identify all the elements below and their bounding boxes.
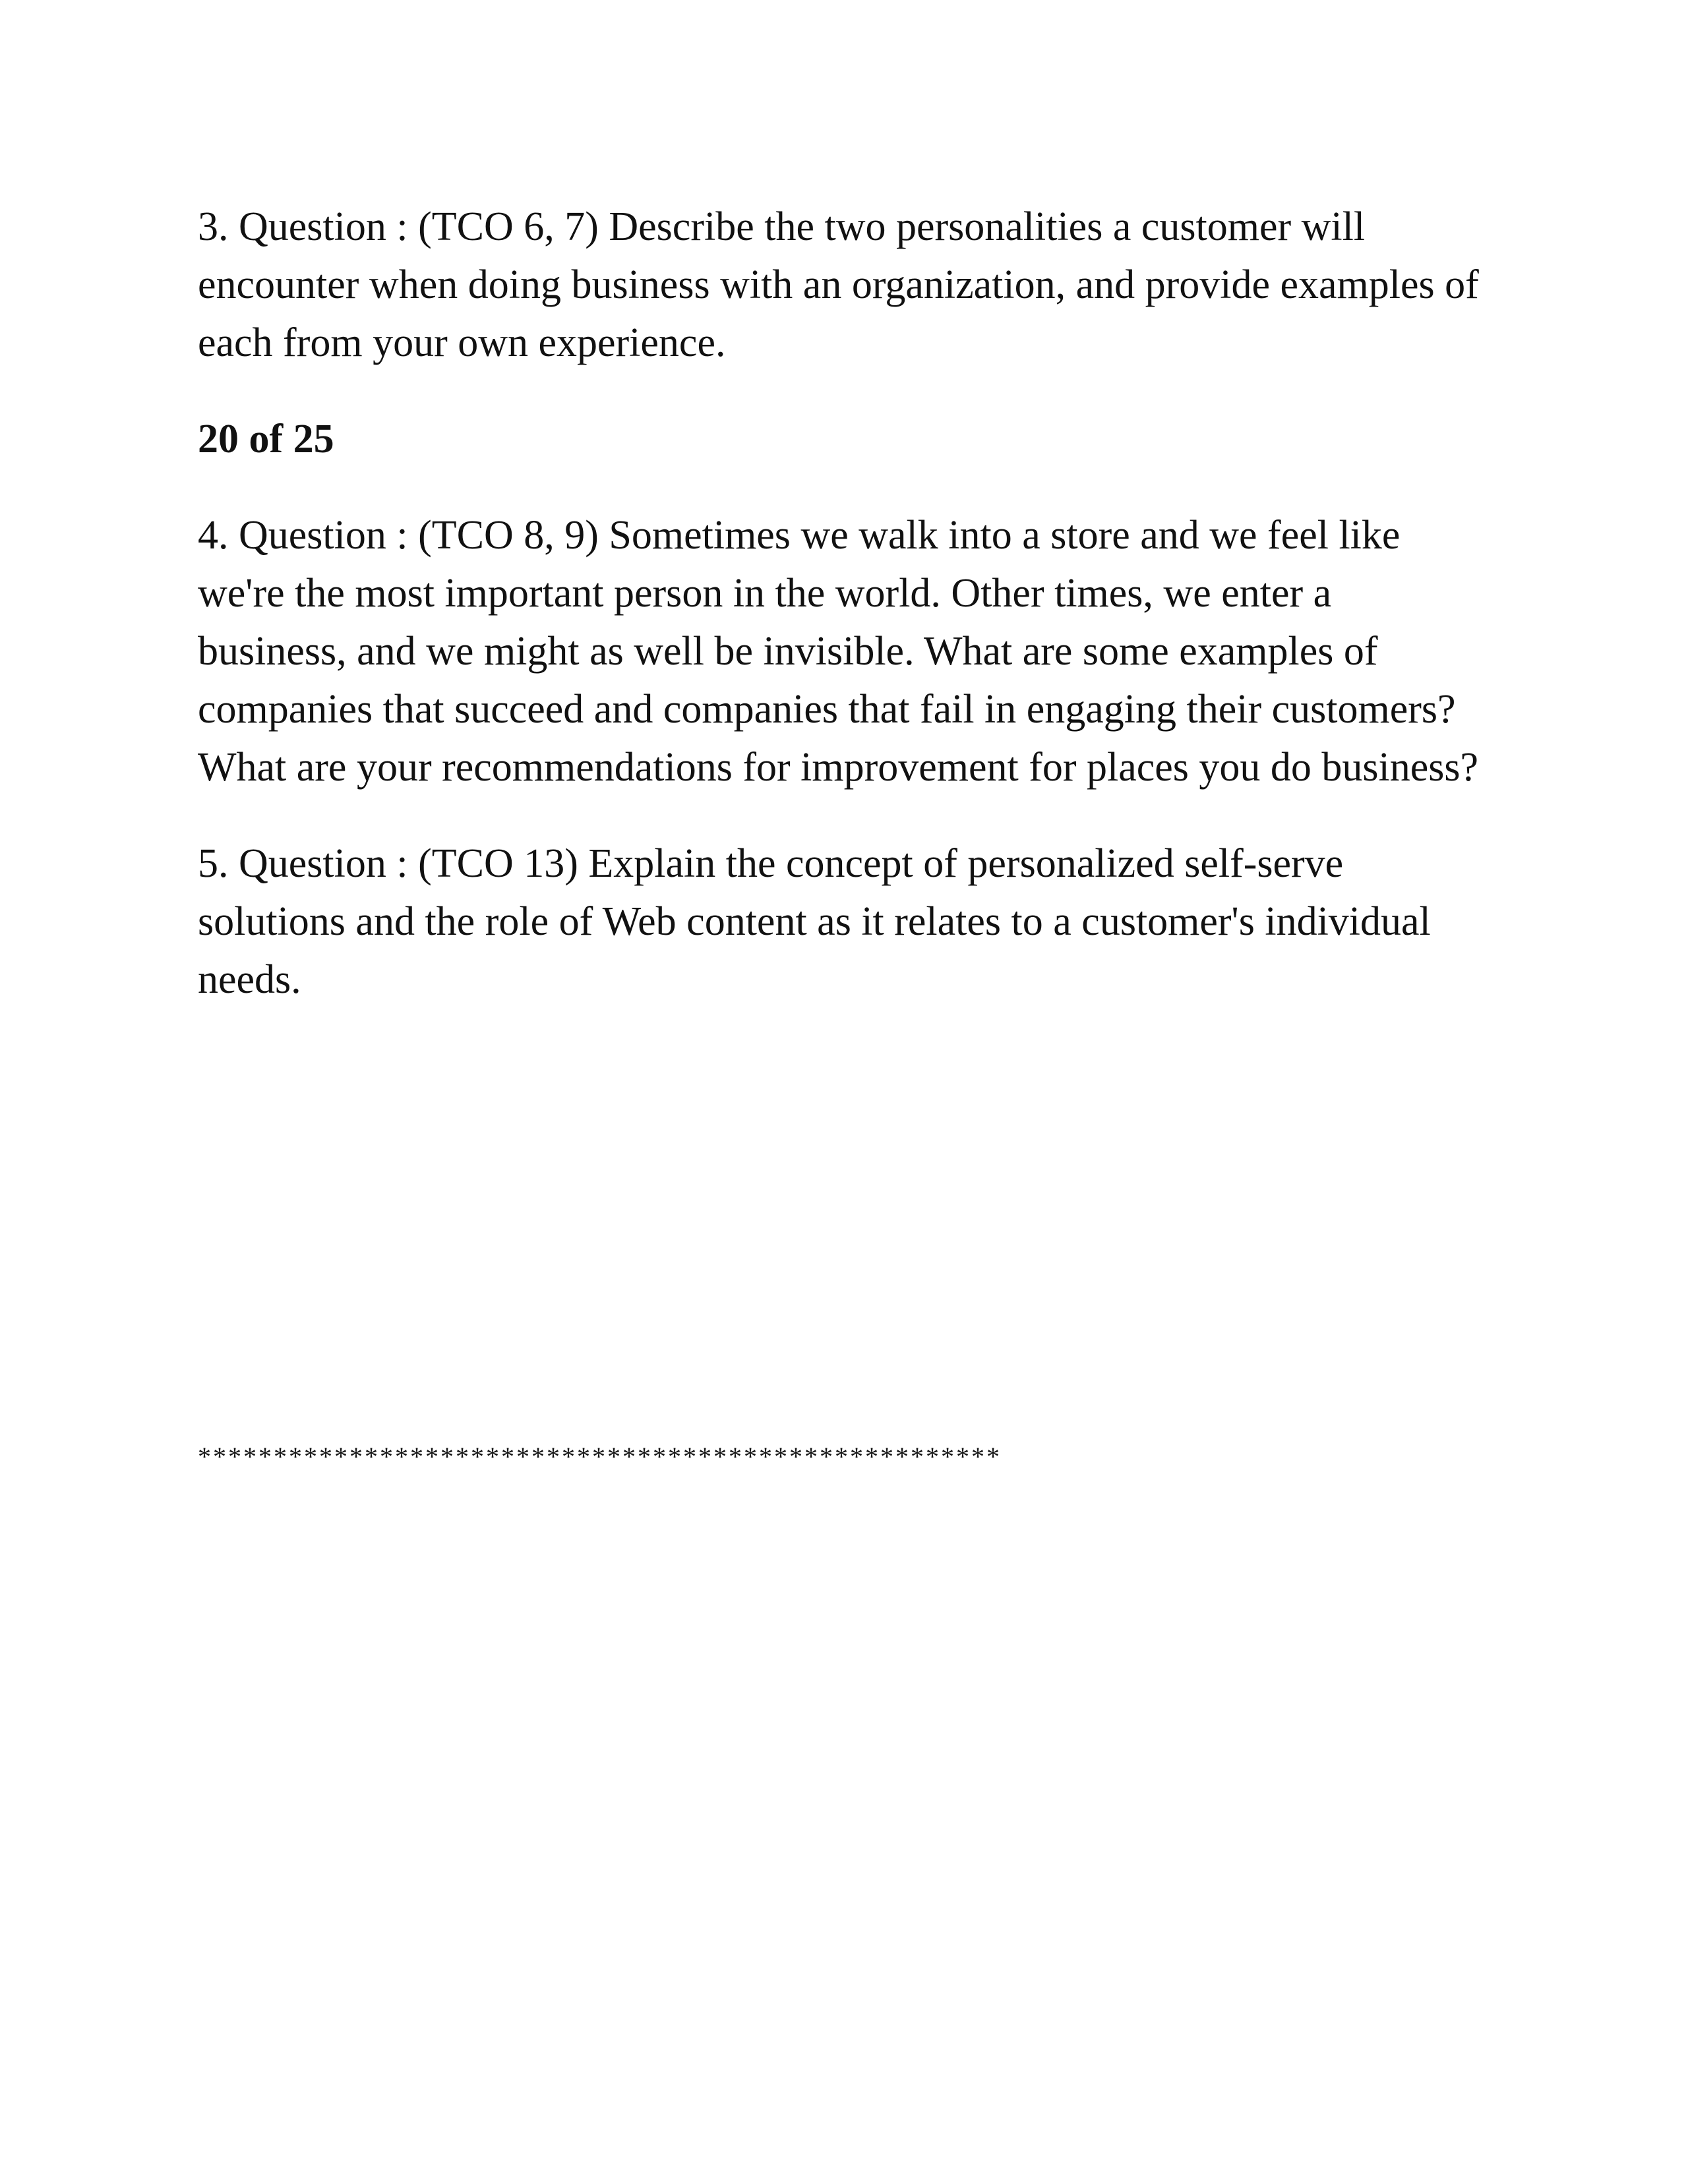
question-5-text: 5. Question : (TCO 13) Explain the concept of personalized self-serve solutions and the role of Web content as it relates to a customer's individual needs. <box>198 841 1431 1002</box>
question-3-text: 3. Question : (TCO 6, 7) Describe the two personalities a customer will encounter when doing business with an organization, and provide examples of each from your own experience. <box>198 204 1479 365</box>
document-content <box>198 198 1490 1009</box>
page-count-label: 20 of 25 <box>198 417 334 461</box>
question-4-text: 4. Question : (TCO 8, 9) Sometimes we walk into a store and we feel like we're the most important person in the world. Other times, we enter a business, and we might as well be invisible. What are some examples of companies that succeed and companies that fail in engaging their customers? What are your recommendations for improvement for places you do business? <box>198 513 1479 790</box>
asterisk-separator: ***************************************************** <box>198 1442 1002 1471</box>
